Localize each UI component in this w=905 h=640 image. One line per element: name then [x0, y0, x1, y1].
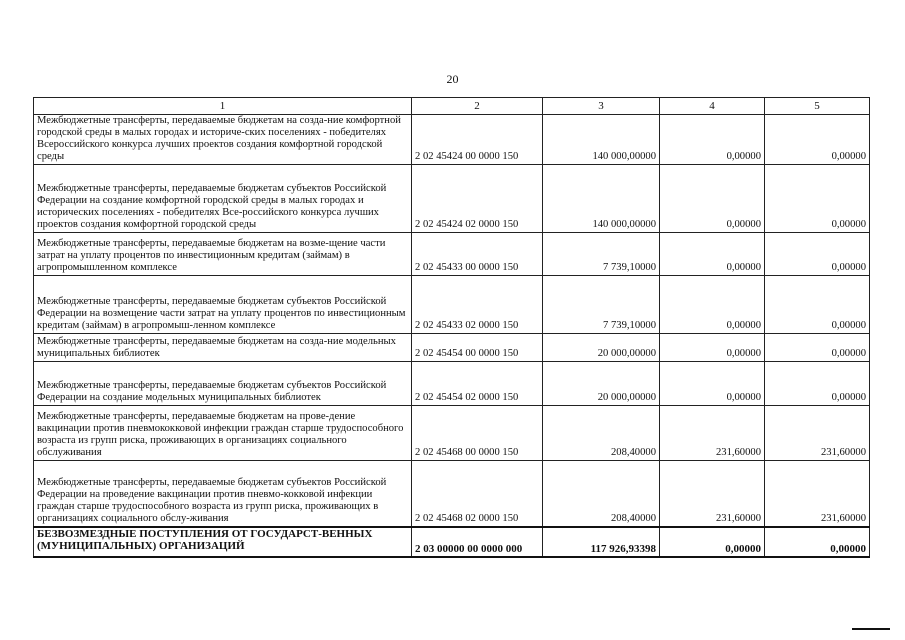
row-code: 2 02 45468 02 0000 150: [412, 461, 543, 527]
total-name: БЕЗВОЗМЕЗДНЫЕ ПОСТУПЛЕНИЯ ОТ ГОСУДАРСТ-ВЕННЫХ (МУНИЦИПАЛЬНЫХ) ОРГАНИЗАЦИЙ: [34, 527, 412, 557]
footer-rule: [852, 628, 890, 630]
row-value-col5: 0,00000: [765, 233, 870, 276]
row-value-col5: 0,00000: [765, 165, 870, 233]
table-row: [34, 115, 870, 165]
row-name: Межбюджетные трансферты, передаваемые бюджетам на возме-щение части затрат на уплату процентов по инвестиционным кредитам (займам) в агропромышленном комплексе: [34, 233, 412, 276]
row-value-col5: 0,00000: [765, 362, 870, 406]
column-header-4: 4: [660, 98, 765, 115]
table-row: [34, 233, 870, 276]
row-value-col3: 208,40000: [543, 406, 660, 461]
row-code: 2 02 45424 00 0000 150: [412, 115, 543, 165]
total-value-col4: 0,00000: [660, 527, 765, 557]
row-value-col4: 0,00000: [660, 334, 765, 362]
row-value-col4: 0,00000: [660, 362, 765, 406]
row-value-col5: 0,00000: [765, 115, 870, 165]
row-name: Межбюджетные трансферты, передаваемые бюджетам субъектов Российской Федерации на возмещение части затрат на уплату процентов по инвестиционным кредитам (займам) в агропромыш-ленном комплексе: [34, 276, 412, 334]
table-row: [34, 276, 870, 334]
budget-table: [33, 97, 870, 558]
row-value-col5: 231,60000: [765, 406, 870, 461]
row-value-col3: 140 000,00000: [543, 115, 660, 165]
row-value-col4: 0,00000: [660, 233, 765, 276]
row-name: Межбюджетные трансферты, передаваемые бюджетам субъектов Российской Федерации на создание комфортной городской среды в малых городах и исторических поселениях - победителях Все-российского конкурса лучших проектов создания комфортной городской среды: [34, 165, 412, 233]
total-value-col5: 0,00000: [765, 527, 870, 557]
row-code: 2 02 45433 02 0000 150: [412, 276, 543, 334]
row-value-col3: 140 000,00000: [543, 165, 660, 233]
column-header-3: 3: [543, 98, 660, 115]
row-value-col5: 231,60000: [765, 461, 870, 527]
row-value-col4: 0,00000: [660, 165, 765, 233]
row-code: 2 02 45424 02 0000 150: [412, 165, 543, 233]
row-value-col3: 208,40000: [543, 461, 660, 527]
row-value-col5: 0,00000: [765, 276, 870, 334]
column-header-5: 5: [765, 98, 870, 115]
row-name: Межбюджетные трансферты, передаваемые бюджетам субъектов Российской Федерации на проведение вакцинации против пневмо-кокковой инфекции граждан старше трудоспособного возраста из групп риска, проживающих в организациях социального обслу-живания: [34, 461, 412, 527]
row-name: Межбюджетные трансферты, передаваемые бюджетам на созда-ние модельных муниципальных библиотек: [34, 334, 412, 362]
row-value-col3: 7 739,10000: [543, 276, 660, 334]
table-row: [34, 334, 870, 362]
total-row: [34, 527, 870, 557]
total-value-col3: 117 926,93398: [543, 527, 660, 557]
column-header-1: 1: [34, 98, 412, 115]
row-value-col4: 0,00000: [660, 276, 765, 334]
row-value-col3: 7 739,10000: [543, 233, 660, 276]
row-value-col3: 20 000,00000: [543, 362, 660, 406]
row-name: Межбюджетные трансферты, передаваемые бюджетам на прове-дение вакцинации против пневмококковой инфекции граждан старше трудоспособного возраста из групп риска, проживающих в организациях социального обслуживания: [34, 406, 412, 461]
table-row: [34, 461, 870, 527]
column-header-2: 2: [412, 98, 543, 115]
row-value-col5: 0,00000: [765, 334, 870, 362]
row-code: 2 02 45454 02 0000 150: [412, 362, 543, 406]
row-value-col4: 0,00000: [660, 115, 765, 165]
table-row: [34, 165, 870, 233]
row-code: 2 02 45468 00 0000 150: [412, 406, 543, 461]
total-code: 2 03 00000 00 0000 000: [412, 527, 543, 557]
table-row: [34, 362, 870, 406]
table-row: [34, 406, 870, 461]
header-row: [34, 98, 870, 115]
row-name: Межбюджетные трансферты, передаваемые бюджетам субъектов Российской Федерации на создание модельных муниципальных библиотек: [34, 362, 412, 406]
row-value-col3: 20 000,00000: [543, 334, 660, 362]
row-value-col4: 231,60000: [660, 406, 765, 461]
row-name: Межбюджетные трансферты, передаваемые бюджетам на созда-ние комфортной городской среды в малых городах и историче-ских поселениях - победителях Всероссийского конкурса лучших проектов создания комфортной городской среды: [34, 115, 412, 165]
row-value-col4: 231,60000: [660, 461, 765, 527]
row-code: 2 02 45454 00 0000 150: [412, 334, 543, 362]
page-number: 20: [446, 72, 459, 86]
row-code: 2 02 45433 00 0000 150: [412, 233, 543, 276]
